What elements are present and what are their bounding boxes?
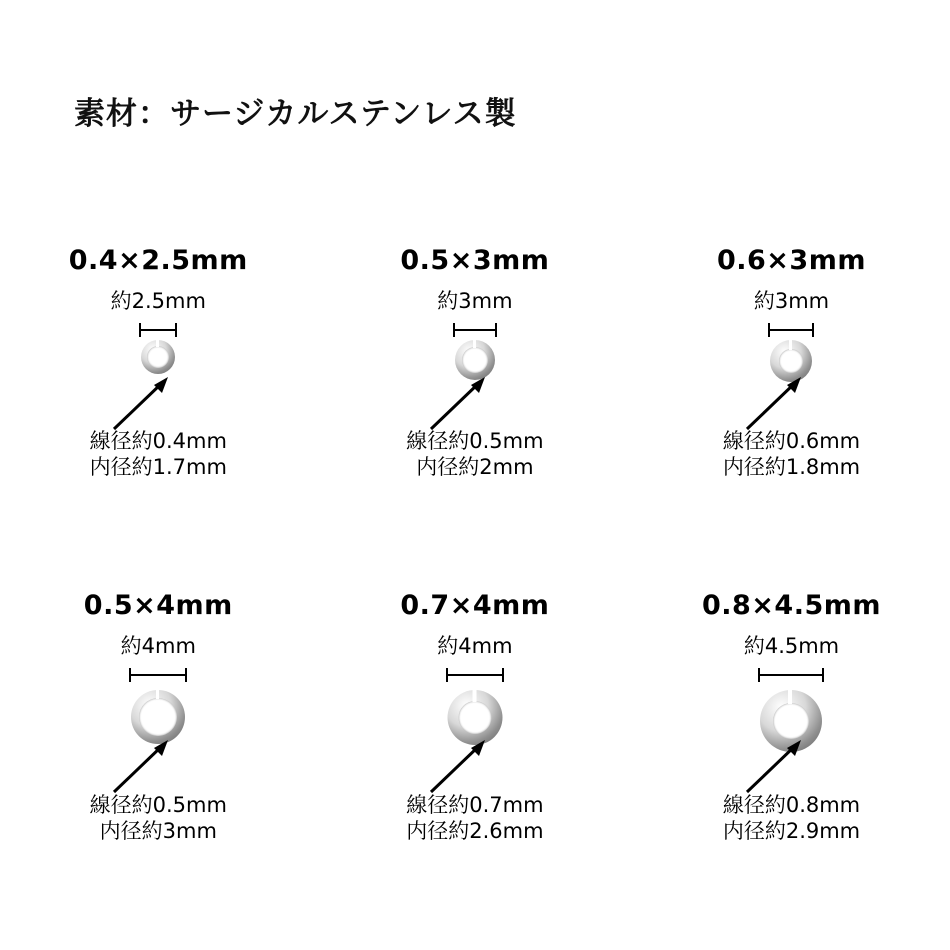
dimension-tick-left bbox=[139, 323, 141, 337]
inner-diameter-label: 内径約1.7mm bbox=[89, 455, 227, 480]
jump-ring-graphic bbox=[447, 690, 502, 745]
size-row bbox=[0, 215, 950, 535]
inner-diameter-label: 内径約1.8mm bbox=[722, 455, 861, 480]
dimension-line bbox=[768, 323, 814, 337]
callout-arrow bbox=[425, 738, 495, 796]
size-title: 0.5×4mm bbox=[83, 590, 233, 621]
ring-spec-caption bbox=[0, 792, 317, 845]
size-title: 0.7×4mm bbox=[400, 590, 550, 621]
ring-spec-caption bbox=[633, 792, 950, 845]
jump-ring-graphic bbox=[131, 690, 185, 744]
size-grid bbox=[0, 215, 950, 880]
ring-spec-caption bbox=[0, 428, 317, 481]
ring-spec-caption bbox=[633, 428, 950, 481]
wire-diameter-label: 線径約0.7mm bbox=[406, 793, 544, 817]
dimension-bar bbox=[446, 674, 504, 676]
dimension-tick-right bbox=[502, 668, 504, 682]
dimension-tick-left bbox=[758, 668, 760, 682]
ring-spec-caption bbox=[317, 792, 634, 845]
jump-ring-graphic bbox=[141, 340, 175, 374]
inner-diameter-label: 内径約2.9mm bbox=[722, 819, 861, 844]
dimension-bar bbox=[758, 674, 824, 676]
callout-arrow bbox=[741, 375, 811, 433]
size-card-3 bbox=[0, 560, 317, 880]
outer-dimension-label: 約4mm bbox=[437, 634, 513, 658]
size-card-1 bbox=[317, 215, 634, 535]
callout-arrow bbox=[108, 738, 178, 796]
size-title: 0.5×3mm bbox=[400, 245, 550, 276]
dimension-bar bbox=[453, 329, 497, 331]
size-card-0 bbox=[0, 215, 317, 535]
dimension-tick-left bbox=[446, 668, 448, 682]
outer-dimension-label: 約4.5mm bbox=[743, 634, 840, 658]
dimension-tick-right bbox=[185, 668, 187, 682]
dimension-line bbox=[139, 323, 177, 337]
ring-spec-caption bbox=[317, 428, 634, 481]
size-card-5 bbox=[633, 560, 950, 880]
dimension-line bbox=[758, 668, 824, 682]
dimension-tick-left bbox=[453, 323, 455, 337]
size-row bbox=[0, 560, 950, 880]
callout-arrow bbox=[425, 375, 495, 433]
dimension-line bbox=[129, 668, 187, 682]
dimension-line bbox=[453, 323, 497, 337]
callout-arrow bbox=[108, 375, 178, 433]
dimension-tick-right bbox=[822, 668, 824, 682]
wire-diameter-label: 線径約0.8mm bbox=[722, 793, 861, 817]
inner-diameter-label: 内径約2mm bbox=[416, 455, 534, 480]
outer-dimension-label: 約2.5mm bbox=[110, 289, 206, 313]
size-card-2 bbox=[633, 215, 950, 535]
material-title: 素材：サージカルステンレス製 bbox=[74, 96, 517, 132]
outer-dimension-label: 約3mm bbox=[437, 289, 513, 313]
outer-dimension-label: 約3mm bbox=[753, 289, 830, 313]
dimension-tick-right bbox=[175, 323, 177, 337]
outer-dimension-label: 約4mm bbox=[120, 634, 196, 658]
dimension-bar bbox=[139, 329, 177, 331]
size-card-4 bbox=[317, 560, 634, 880]
callout-arrow bbox=[741, 738, 811, 796]
dimension-tick-left bbox=[129, 668, 131, 682]
wire-diameter-label: 線径約0.5mm bbox=[406, 429, 544, 453]
wire-diameter-label: 線径約0.6mm bbox=[722, 429, 861, 453]
dimension-bar bbox=[768, 329, 814, 331]
dimension-tick-right bbox=[495, 323, 497, 337]
wire-diameter-label: 線径約0.5mm bbox=[89, 793, 227, 817]
jump-ring-graphic bbox=[455, 340, 495, 380]
inner-diameter-label: 内径約2.6mm bbox=[406, 819, 544, 844]
dimension-bar bbox=[129, 674, 187, 676]
size-title: 0.8×4.5mm bbox=[701, 590, 882, 621]
dimension-line bbox=[446, 668, 504, 682]
dimension-tick-left bbox=[768, 323, 770, 337]
inner-diameter-label: 内径約3mm bbox=[99, 819, 217, 844]
size-title: 0.6×3mm bbox=[716, 245, 866, 276]
wire-diameter-label: 線径約0.4mm bbox=[89, 429, 227, 453]
size-title: 0.4×2.5mm bbox=[68, 245, 248, 276]
dimension-tick-right bbox=[812, 323, 814, 337]
